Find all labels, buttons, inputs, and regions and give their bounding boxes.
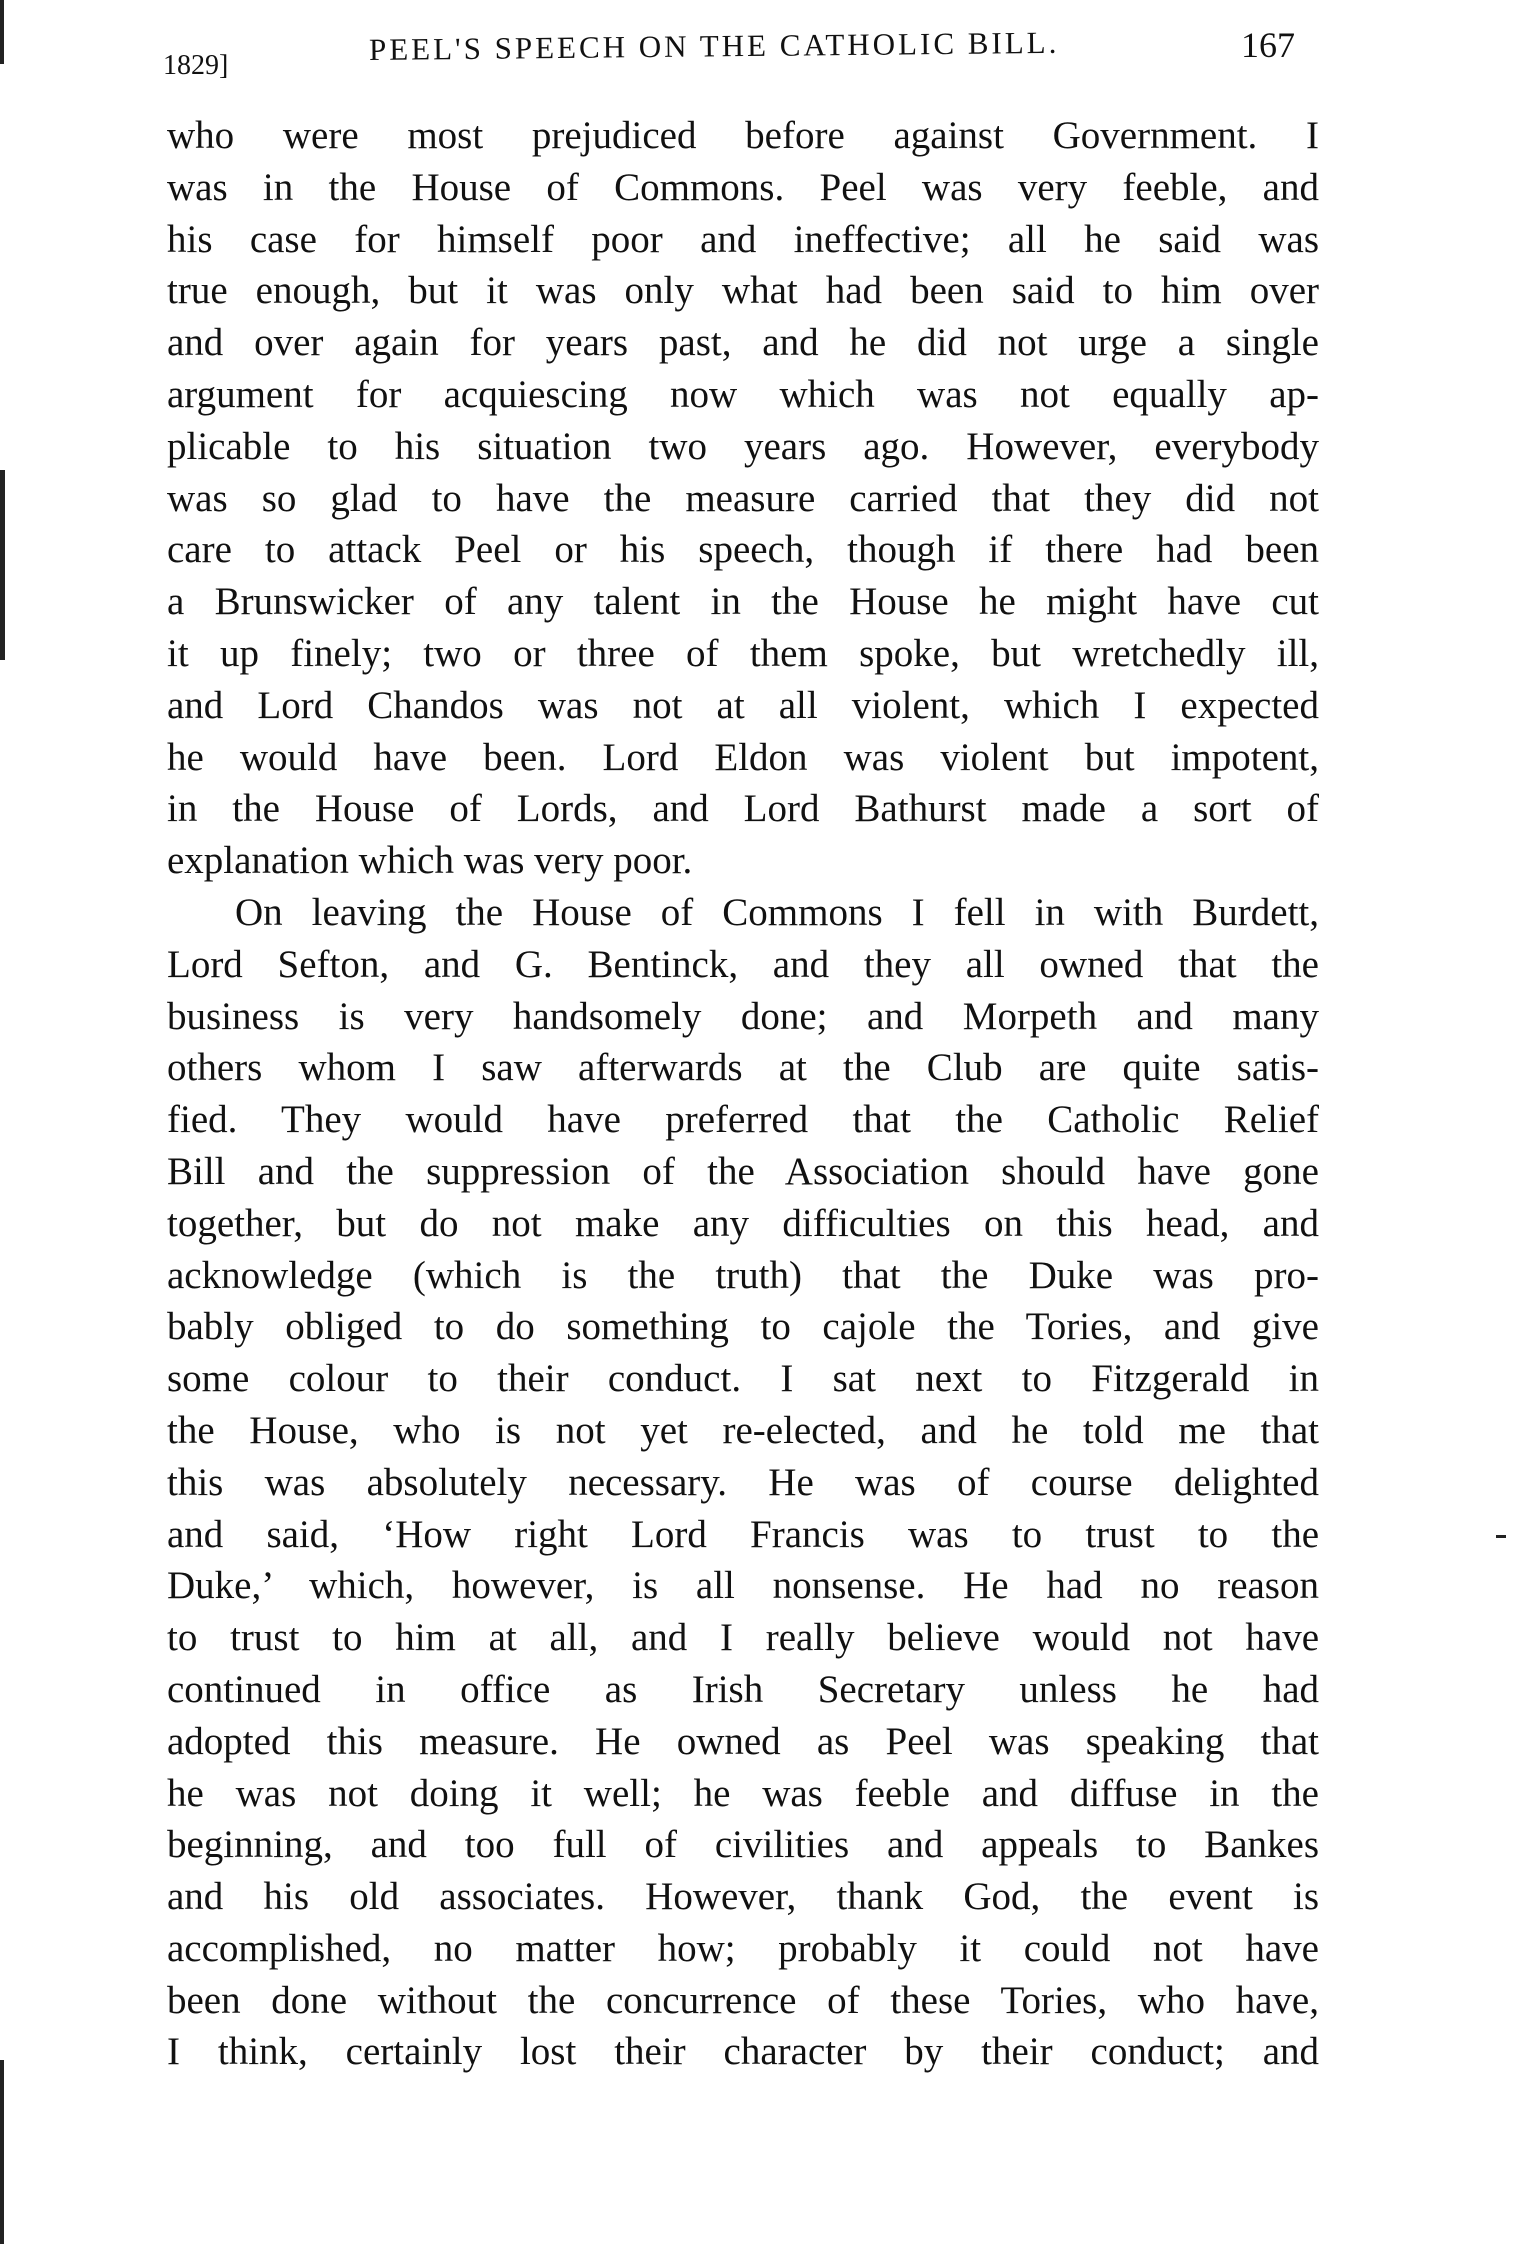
text-line: beginning, and too full of civilities and appeals to Bankes [167, 1823, 1319, 1867]
body-text [167, 110, 1319, 2078]
text-line: who were most prejudiced before against Government. I [167, 114, 1319, 157]
text-line: his case for himself poor and ineffective; all he said was [167, 217, 1319, 261]
text-line: was so glad to have the measure carried that they did not [167, 476, 1319, 520]
text-line: and said, ‘How right Lord Francis was to trust to the [167, 1512, 1319, 1556]
text-line: together, but do not make any difficulties on this head, and [167, 1201, 1319, 1245]
text-line: Bill and the suppression of the Association should have gone [167, 1149, 1319, 1193]
text-line: I think, certainly lost their character by their conduct; and [167, 2030, 1319, 2074]
text-line: argument for acquiescing now which was not equally ap- [167, 372, 1319, 416]
text-line: was in the House of Commons. Peel was very feeble, and [167, 165, 1319, 209]
text-line: care to attack Peel or his speech, though if there had been [167, 528, 1319, 572]
text-line: acknowledge (which is the truth) that the Duke was pro- [167, 1253, 1319, 1297]
text-line: Duke,’ which, however, is all nonsense. He had no reason [167, 1564, 1319, 1608]
text-line: some colour to their conduct. I sat next to Fitzgerald in [167, 1357, 1319, 1401]
text-line: and his old associates. However, thank God, the event is [167, 1875, 1319, 1919]
header-year: 1829] [163, 50, 229, 81]
text-line: plicable to his situation two years ago. However, everybody [167, 424, 1319, 468]
text-line: business is very handsomely done; and Morpeth and many [167, 994, 1319, 1038]
text-line: he was not doing it well; he was feeble and diffuse in the [167, 1771, 1319, 1815]
scan-edge-mark [0, 2060, 4, 2244]
text-line: and Lord Chandos was not at all violent, which I expected [167, 683, 1319, 727]
text-line: the House, who is not yet re-elected, and he told me that [167, 1408, 1319, 1452]
scan-speck [1496, 1535, 1506, 1538]
text-line: this was absolutely necessary. He was of course delighted [167, 1460, 1319, 1504]
text-line: continued in office as Irish Secretary unless he had [167, 1667, 1319, 1711]
text-line: and over again for years past, and he did not urge a single [167, 321, 1319, 365]
text-line: it up finely; two or three of them spoke, but wretchedly ill, [167, 631, 1319, 675]
text-line: he would have been. Lord Eldon was violent but impotent, [167, 735, 1319, 779]
text-line: to trust to him at all, and I really believe would not have [167, 1616, 1319, 1660]
paragraph-end-line: explanation which was very poor. [167, 839, 693, 883]
text-line: fied. They would have preferred that the Catholic Relief [167, 1098, 1319, 1142]
text-line: others whom I saw afterwards at the Club are quite satis- [167, 1046, 1319, 1090]
scan-edge-mark [0, 0, 4, 64]
text-line: a Brunswicker of any talent in the House he might have cut [167, 580, 1319, 624]
text-line: accomplished, no matter how; probably it could not have [167, 1926, 1319, 1970]
header-title: PEEL'S SPEECH ON THE CATHOLIC BILL. [368, 24, 1060, 67]
scan-edge-mark [0, 470, 5, 660]
page-number: 167 [1241, 25, 1295, 65]
text-line: Lord Sefton, and G. Bentinck, and they all owned that the [167, 942, 1319, 986]
text-line: in the House of Lords, and Lord Bathurst made a sort of [167, 787, 1319, 831]
running-header [163, 24, 1313, 84]
text-line: bably obliged to do something to cajole the Tories, and give [167, 1305, 1319, 1349]
text-line: true enough, but it was only what had been said to him over [167, 269, 1319, 313]
text-line: adopted this measure. He owned as Peel was speaking that [167, 1719, 1319, 1763]
text-line: been done without the concurrence of these Tories, who have, [167, 1978, 1319, 2022]
paragraph-start-line: On leaving the House of Commons I fell in with Burdett, [235, 890, 1319, 934]
